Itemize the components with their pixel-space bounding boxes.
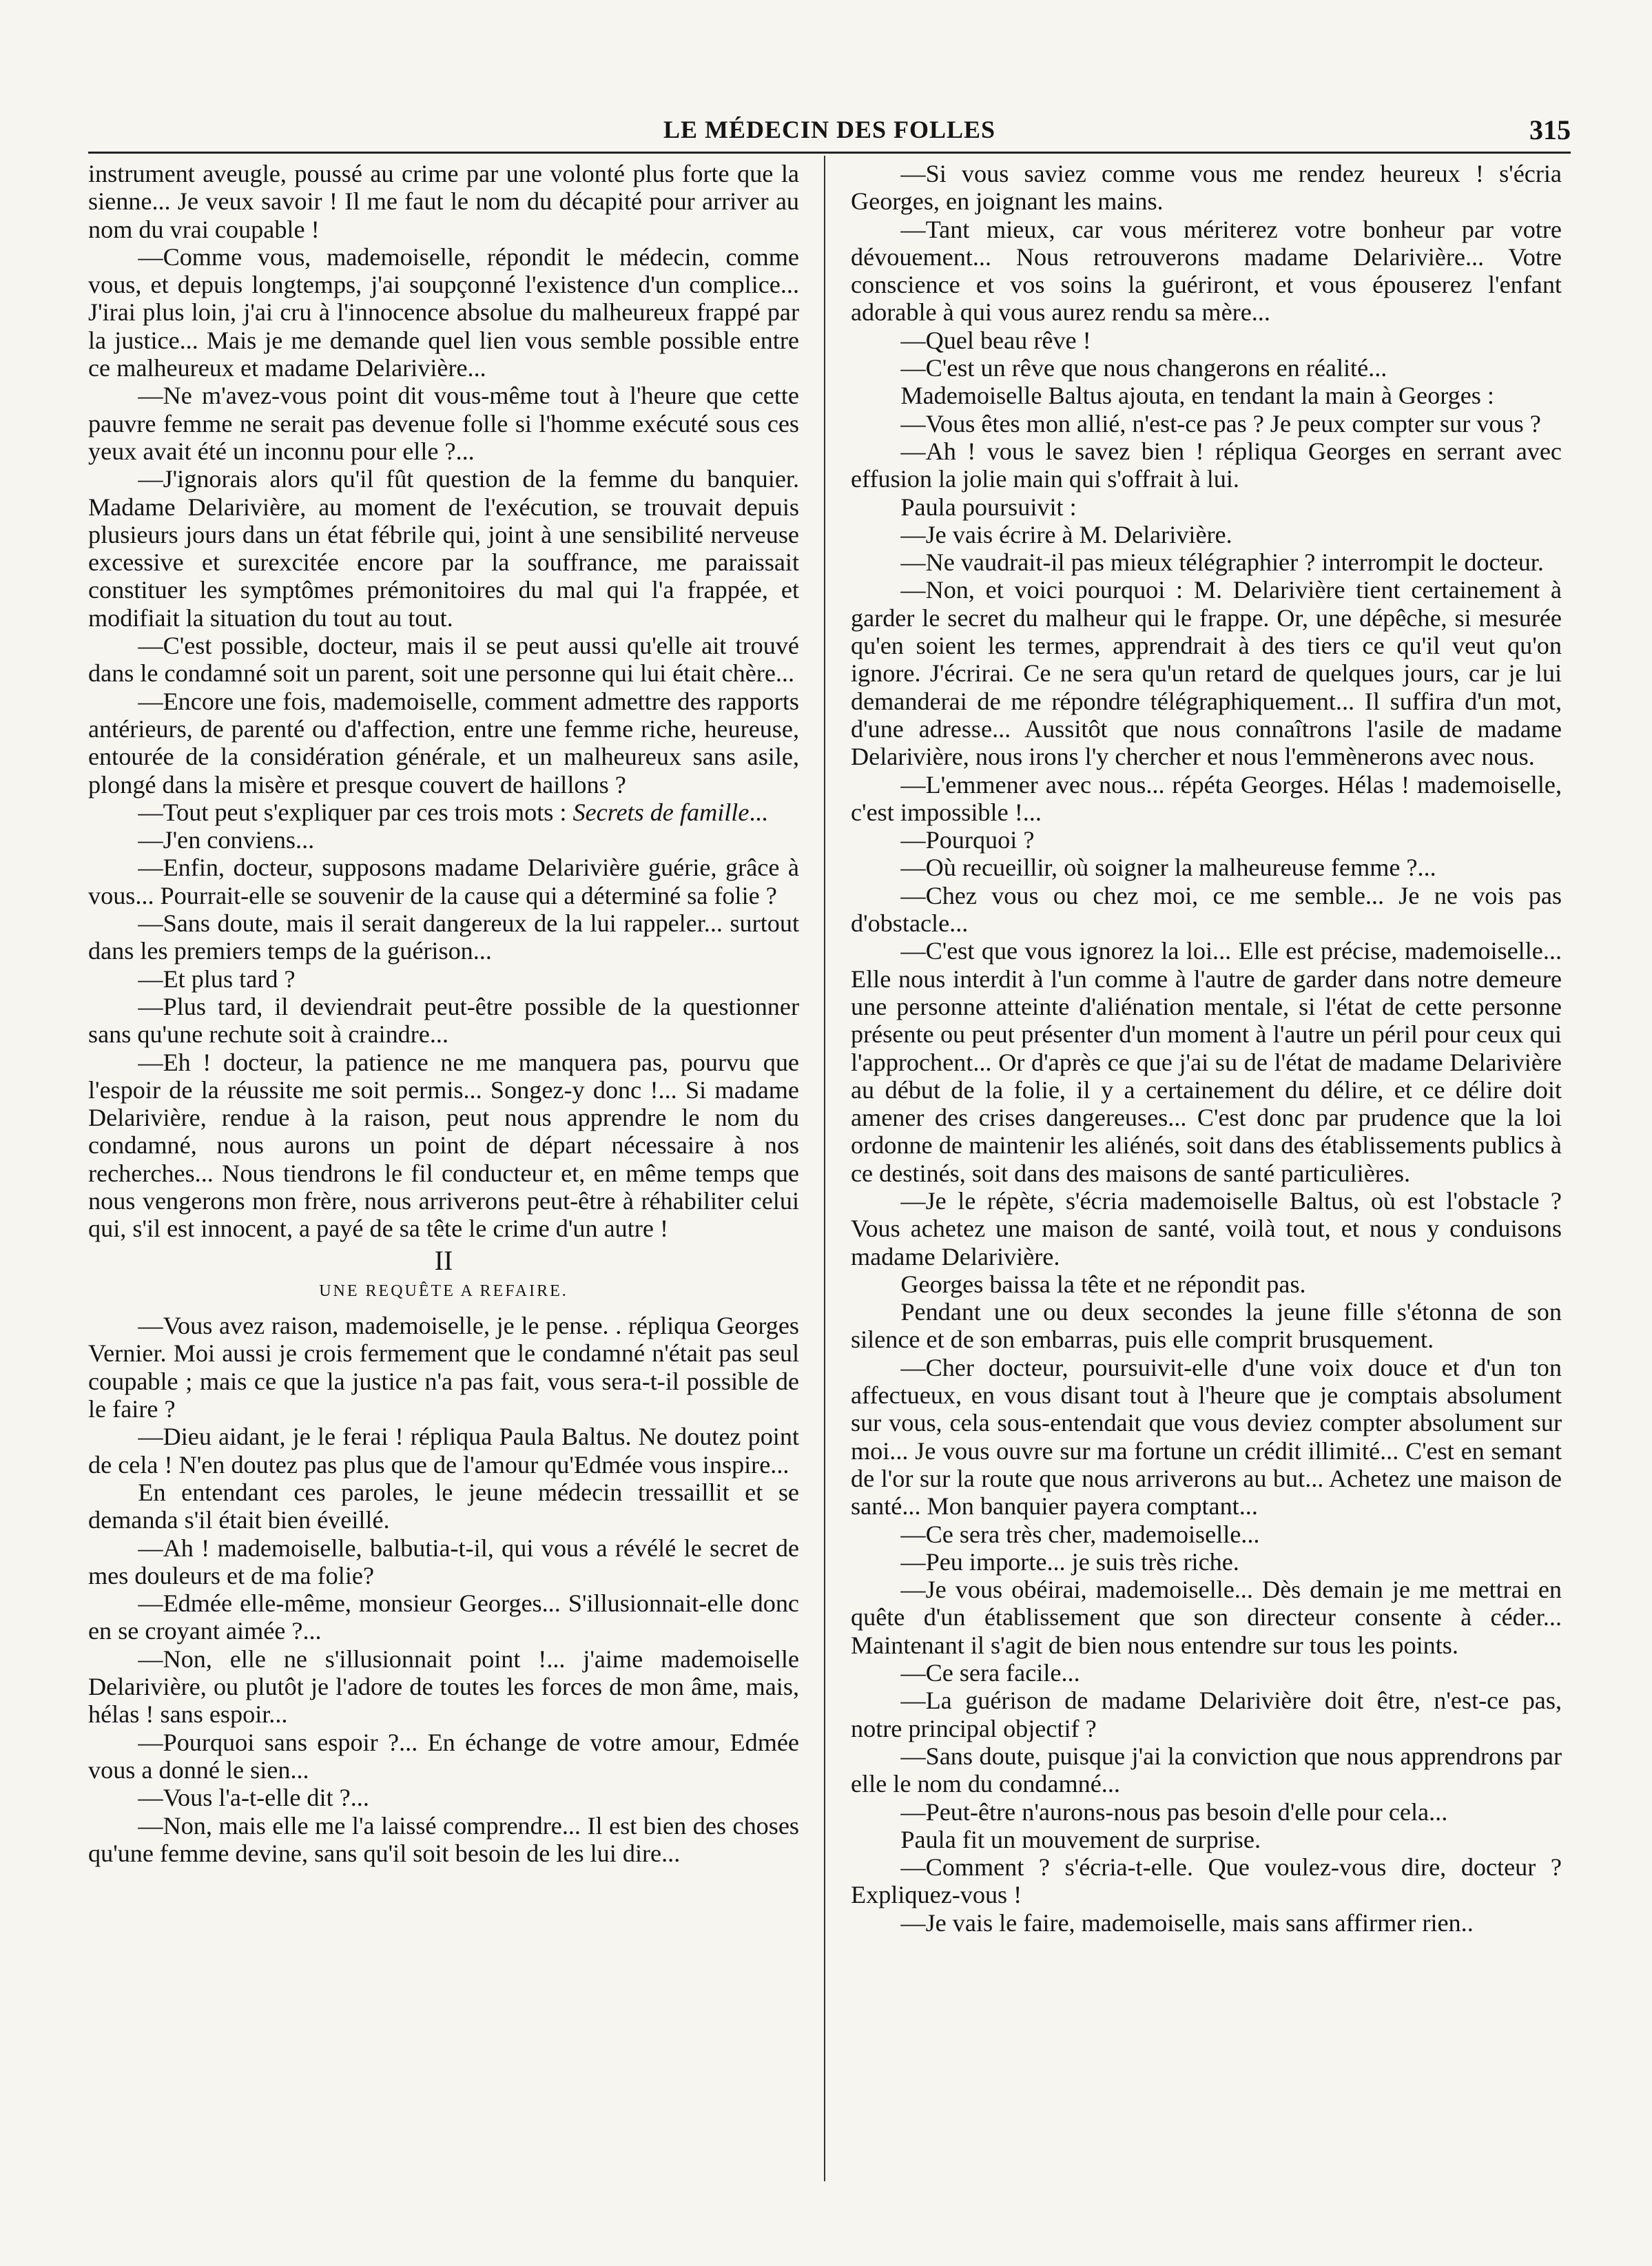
paragraph: —Si vous saviez comme vous me rendez heureux ! s'écria Georges, en joignant les mains. (851, 160, 1562, 216)
paragraph: —Sans doute, mais il serait dangereux de la lui rappeler... surtout dans les premiers temps de la guérison... (88, 909, 799, 965)
paragraph: Paula fit un mouvement de surprise. (900, 1825, 1261, 1853)
paragraph: —Chez vous ou chez moi, ce me semble... Je ne vois pas d'obstacle... (851, 881, 1562, 938)
paragraph: —Non, mais elle me l'a laissé comprendre... Il est bien des choses qu'une femme devine, sans qu'il soit besoin de les lui dire... (88, 1811, 799, 1867)
paragraph: —Eh ! docteur, la patience ne me manquera pas, pourvu que l'espoir de la réussite me soit permis... Songez-y donc !... Si madame Delarivière, rendue à la raison, peut nous apprendre le nom du condamné, nous aurons un point de départ nécessaire à nos recherches... Nous tiendrons le fil conducteur et, en même temps que nous vengerons mon frère, nous arriverons peut-être à réhabiliter celui qui, s'il est innocent, a payé de sa tête le crime d'un autre ! (88, 1048, 799, 1243)
paragraph: —Cher docteur, poursuivit-elle d'une voix douce et d'un ton affectueux, en vous disant tout à l'heure que je comptais absolument sur vous, cela sous-entendait que vous deviez compter absolument sur moi... Je vous ouvre sur ma fortune un crédit illimité... C'est en semant de l'or sur la route que nous arriverons au but... Achetez une maison de santé... Mon banquier payera comptant... (851, 1353, 1562, 1521)
paragraph: —L'emmener avec nous... répéta Georges. Hélas ! mademoiselle, c'est impossible !... (851, 770, 1562, 826)
italic-paragraph-lead: —Tout peut s'expliquer par ces trois mots : (138, 798, 573, 826)
paragraph: instrument aveugle, poussé au crime par une volonté plus forte que la sienne... Je veux savoir ! Il me faut le nom du décapité pour arriver au nom du vrai coupable ! (88, 160, 799, 243)
italic-paragraph-tail: ... (749, 798, 768, 826)
chapter-number: II (434, 1244, 453, 1276)
running-title: LE MÉDECIN DES FOLLES (663, 116, 996, 143)
header-rule (88, 152, 1571, 154)
running-head (88, 114, 1571, 148)
paragraph: Mademoiselle Baltus ajouta, en tendant la main à Georges : (900, 382, 1494, 410)
paragraph: —Pourquoi ? (900, 826, 1035, 854)
paragraph: —Quel beau rêve ! (900, 326, 1091, 354)
paragraph: —C'est que vous ignorez la loi... Elle est précise, mademoiselle... Elle nous interdit à l'un comme à l'autre de garder dans notre demeure une personne atteinte d'aliénation mentale, si l'état de cette personne présente ou peut présenter d'un moment à l'autre un péril pour ceux qui l'approchent... Or d'après ce que j'ai su de l'état de madame Delarivière au début de la folie, il y a certainement du délire, et ce délire doit amener des crises dangereuses... C'est donc par prudence que la loi ordonne de maintenir les aliénés, soit dans des établissements publics à ce destinés, soit dans des maisons de santé particulières. (851, 937, 1562, 1187)
left-paragraphs-before (88, 160, 799, 799)
paragraph: —Non, et voici pourquoi : M. Delarivière tient certainement à garder le secret du malheur qui le frappe. Or, une dépêche, si mesurée qu'en soient les termes, apprendrait à des tiers ce qu'il veut qu'on ignore. J'écrirai. Ce ne sera qu'un retard de quelques jours, car je lui demanderai de me répondre télégraphiquement... Il suffira d'un mot, d'une adresse... Aussitôt que nous connaîtrons l'asile de madame Delarivière, nous irons l'y chercher et nous l'emmènerons avec nous. (851, 576, 1562, 771)
italic-phrase: Secrets de famille (572, 798, 750, 826)
paragraph: —C'est possible, docteur, mais il se peut aussi qu'elle ait trouvé dans le condamné soit un parent, soit une personne qui lui était chère... (88, 632, 799, 688)
paragraph: —Vous l'a-t-elle dit ?... (138, 1784, 369, 1812)
paragraph: —Ce sera très cher, mademoiselle... (900, 1520, 1260, 1548)
paragraph: —Dieu aidant, je le ferai ! répliqua Paula Baltus. Ne doutez point de cela ! N'en doutez pas plus que de l'amour qu'Edmée vous inspire... (88, 1423, 799, 1479)
paragraph: Paula poursuivit : (900, 493, 1077, 521)
left-column (88, 160, 799, 2199)
paragraph: —Vous avez raison, mademoiselle, je le pense. . répliqua Georges Vernier. Moi aussi je crois fermement que le condamné n'était pas seul coupable ; mais ce que la justice n'a pas fait, vous sera-t-il possible de le faire ? (88, 1312, 799, 1423)
paragraph: —Tant mieux, car vous mériterez votre bonheur par votre dévouement... Nous retrouverons madame Delarivière... Votre conscience et vos soins la guériront, et vous épouserez l'enfant adorable à qui vous aurez rendu sa mère... (851, 215, 1562, 327)
right-column (851, 160, 1562, 2199)
paragraph: —Ah ! mademoiselle, balbutia-t-il, qui vous a révélé le secret de mes douleurs et de ma folie? (88, 1534, 799, 1589)
paragraph: —Peu importe... je suis très riche. (900, 1547, 1239, 1576)
page-number: 315 (1529, 114, 1571, 145)
paragraph: —Comment ? s'écria-t-elle. Que voulez-vous dire, docteur ? Expliquez-vous ! (851, 1853, 1562, 1909)
paragraph: —J'en conviens... (138, 826, 315, 854)
paragraph: —Plus tard, il deviendrait peut-être possible de la questionner sans qu'une rechute soit à craindre... (88, 992, 799, 1049)
paragraph: —Comme vous, mademoiselle, répondit le médecin, comme vous, et depuis longtemps, j'ai soupçonné l'existence d'un complice... J'irai plus loin, j'ai cru à l'innocence absolue du malheureux frappé par la justice... Mais je me demande quel lien vous semble possible entre ce malheureux et madame Delarivière... (88, 243, 799, 382)
paragraph: —Edmée elle-même, monsieur Georges... S'illusionnait-elle donc en se croyant aimée ?... (88, 1589, 799, 1645)
paragraph: —Ne m'avez-vous point dit vous-même tout à l'heure que cette pauvre femme ne serait pas devenue folle si l'homme exécuté sous ces yeux avait été un inconnu pour elle ?... (88, 382, 799, 465)
column-divider (824, 156, 825, 2181)
paragraph: —C'est un rêve que nous changerons en réalité... (900, 354, 1387, 382)
paragraph: —Pourquoi sans espoir ?... En échange de votre amour, Edmée vous a donné le sien... (88, 1728, 799, 1784)
paragraph: —Je vous obéirai, mademoiselle... Dès demain je me mettrai en quête d'un établissement que son directeur consente à céder... Maintenant il s'agit de bien nous entendre sur tous les points. (851, 1576, 1562, 1659)
paragraph: —La guérison de madame Delarivière doit être, n'est-ce pas, notre principal objectif ? (851, 1687, 1562, 1742)
paragraph: Pendant une ou deux secondes la jeune fille s'étonna de son silence et de son embarras, puis elle comprit brusquement. (851, 1298, 1562, 1354)
paragraph: Georges baissa la tête et ne répondit pas. (900, 1270, 1306, 1298)
paragraph: —Sans doute, puisque j'ai la conviction que nous apprendrons par elle le nom du condamné... (851, 1742, 1562, 1798)
paragraph: —Et plus tard ? (138, 965, 296, 993)
paragraph: —Ne vaudrait-il pas mieux télégraphier ? interrompit le docteur. (900, 548, 1544, 577)
chapter-title: UNE REQUÊTE A REFAIRE. (319, 1281, 568, 1300)
paragraph: —Où recueillir, où soigner la malheureuse femme ?... (900, 854, 1436, 882)
paragraph: —Je vais le faire, mademoiselle, mais sans affirmer rien.. (900, 1908, 1474, 1937)
paragraph: —Ah ! vous le savez bien ! répliqua Georges en serrant avec effusion la jolie main qui s'offrait à lui. (851, 437, 1562, 493)
right-paragraphs (851, 160, 1562, 1937)
paragraph: —Je vais écrire à M. Delarivière. (900, 520, 1232, 548)
paragraph: —Encore une fois, mademoiselle, comment admettre des rapports antérieurs, de parenté ou d'affection, entre une femme riche, heureuse, entourée de la considération générale, et un malheureux sans asile, plongé dans la misère et presque couvert de haillons ? (88, 687, 799, 799)
paragraph: En entendant ces paroles, le jeune médecin tressaillit et se demanda s'il était bien éveillé. (88, 1478, 799, 1534)
paragraph: —Enfin, docteur, supposons madame Delarivière guérie, grâce à vous... Pourrait-elle se souvenir de la cause qui a déterminé sa folie ? (88, 854, 799, 909)
paragraph: —J'ignorais alors qu'il fût question de la femme du banquier. Madame Delarivière, au moment de l'exécution, se trouvait depuis plusieurs jours dans un état fébrile qui, joint à une sensibilité nerveuse excessive et surexcitée encore par la souffrance, me paraissait constituer les symptômes prémonitoires du mal qui l'a frappée, et modifiait la situation du tout au tout. (88, 465, 799, 632)
paragraph: —Je le répète, s'écria mademoiselle Baltus, où est l'obstacle ? Vous achetez une maison de santé, voilà tout, et nous y conduisons madame Delarivière. (851, 1186, 1562, 1270)
paragraph: —Ce sera facile... (900, 1659, 1080, 1687)
paragraph: —Peut-être n'aurons-nous pas besoin d'elle pour cela... (900, 1798, 1448, 1826)
paragraph: —Vous êtes mon allié, n'est-ce pas ? Je peux compter sur vous ? (900, 409, 1541, 437)
left-paragraphs-after (88, 826, 799, 1242)
left-paragraphs-chapter (88, 1312, 799, 1867)
italic-paragraph (88, 799, 799, 826)
paragraph: —Non, elle ne s'illusionnait point !... j'aime mademoiselle Delarivière, ou plutôt je l'adore de toutes les forces de mon âme, mais, hélas ! sans espoir... (88, 1645, 799, 1729)
